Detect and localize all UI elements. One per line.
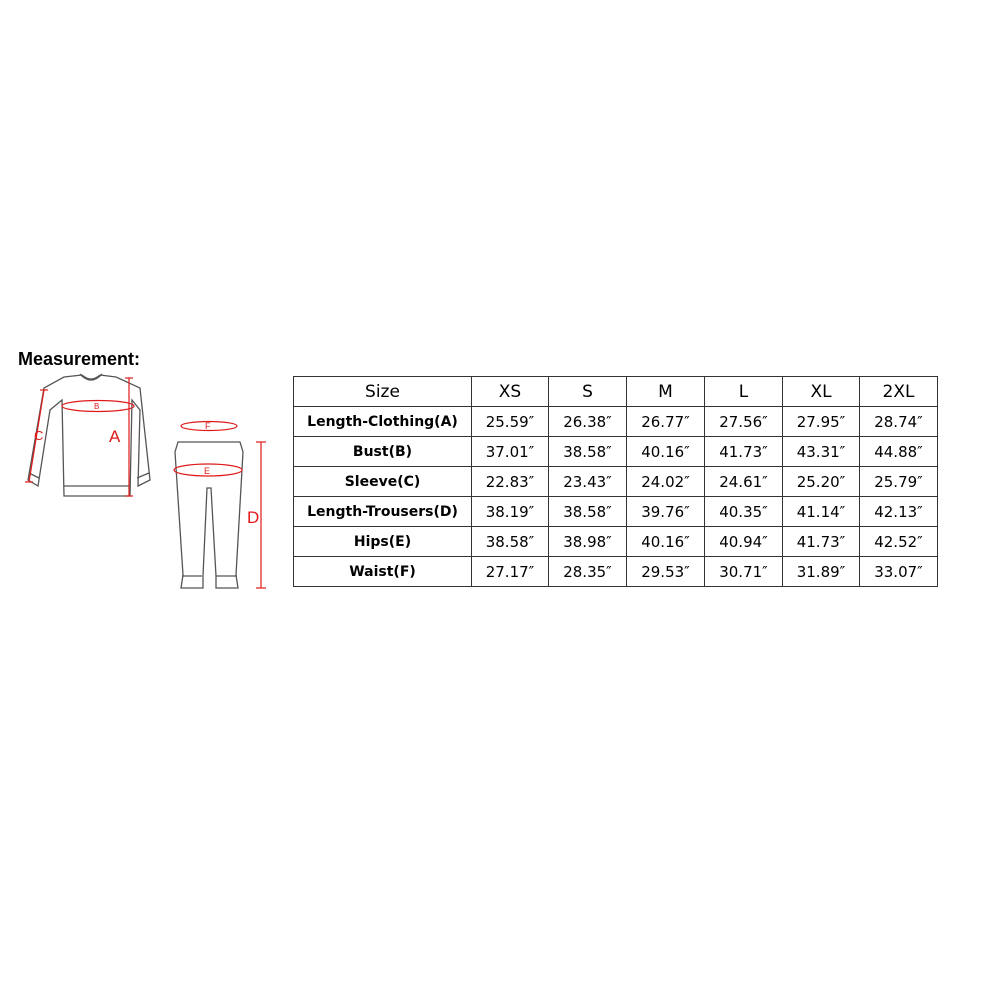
- header-size-l: L: [705, 377, 783, 407]
- size-chart-table: [293, 376, 938, 587]
- table-cell: 41.14″: [783, 497, 860, 527]
- table-cell: 43.31″: [783, 437, 860, 467]
- table-cell: 22.83″: [472, 467, 549, 497]
- header-size-m: M: [627, 377, 705, 407]
- header-size-xs: XS: [472, 377, 549, 407]
- table-row: [294, 557, 938, 587]
- table-cell: 40.16″: [627, 437, 705, 467]
- table-cell: 44.88″: [860, 437, 938, 467]
- label-d: D: [247, 508, 260, 527]
- table-cell: 31.89″: [783, 557, 860, 587]
- table-cell: 38.19″: [472, 497, 549, 527]
- label-b: B: [94, 402, 100, 411]
- table-row: [294, 437, 938, 467]
- header-size-s: S: [549, 377, 627, 407]
- label-f: F: [205, 421, 211, 431]
- header-size-2xl: 2XL: [860, 377, 938, 407]
- table-cell: 25.20″: [783, 467, 860, 497]
- table-cell: 28.74″: [860, 407, 938, 437]
- sweater-illustration: [28, 374, 150, 496]
- measurement-title: Measurement:: [18, 349, 141, 369]
- table-row: [294, 467, 938, 497]
- table-cell: 42.13″: [860, 497, 938, 527]
- table-cell: 40.35″: [705, 497, 783, 527]
- table-cell: 42.52″: [860, 527, 938, 557]
- table-cell: 23.43″: [549, 467, 627, 497]
- row-label: Sleeve(C): [294, 467, 472, 497]
- label-c: C: [34, 428, 44, 443]
- garment-diagram: [0, 370, 285, 600]
- row-label: Length-Clothing(A): [294, 407, 472, 437]
- row-label: Bust(B): [294, 437, 472, 467]
- table-cell: 38.98″: [549, 527, 627, 557]
- table-cell: 41.73″: [783, 527, 860, 557]
- table-cell: 29.53″: [627, 557, 705, 587]
- table-cell: 24.02″: [627, 467, 705, 497]
- header-size-xl: XL: [783, 377, 860, 407]
- table-header-row: [294, 377, 938, 407]
- table-cell: 27.56″: [705, 407, 783, 437]
- row-label: Hips(E): [294, 527, 472, 557]
- table-cell: 27.17″: [472, 557, 549, 587]
- table-cell: 24.61″: [705, 467, 783, 497]
- table-cell: 33.07″: [860, 557, 938, 587]
- table-row: [294, 407, 938, 437]
- table-cell: 38.58″: [549, 437, 627, 467]
- table-cell: 40.16″: [627, 527, 705, 557]
- header-size-label: Size: [294, 377, 472, 407]
- table-cell: 25.79″: [860, 467, 938, 497]
- table-cell: 28.35″: [549, 557, 627, 587]
- table-cell: 25.59″: [472, 407, 549, 437]
- table-row: [294, 527, 938, 557]
- label-e: E: [204, 466, 211, 476]
- table-row: [294, 497, 938, 527]
- table-cell: 37.01″: [472, 437, 549, 467]
- table-cell: 30.71″: [705, 557, 783, 587]
- table-cell: 38.58″: [549, 497, 627, 527]
- row-label: Waist(F): [294, 557, 472, 587]
- table-cell: 39.76″: [627, 497, 705, 527]
- row-label: Length-Trousers(D): [294, 497, 472, 527]
- table-cell: 26.77″: [627, 407, 705, 437]
- table-cell: 38.58″: [472, 527, 549, 557]
- label-a: A: [109, 427, 121, 446]
- table-cell: 26.38″: [549, 407, 627, 437]
- table-cell: 40.94″: [705, 527, 783, 557]
- table-cell: 27.95″: [783, 407, 860, 437]
- table-cell: 41.73″: [705, 437, 783, 467]
